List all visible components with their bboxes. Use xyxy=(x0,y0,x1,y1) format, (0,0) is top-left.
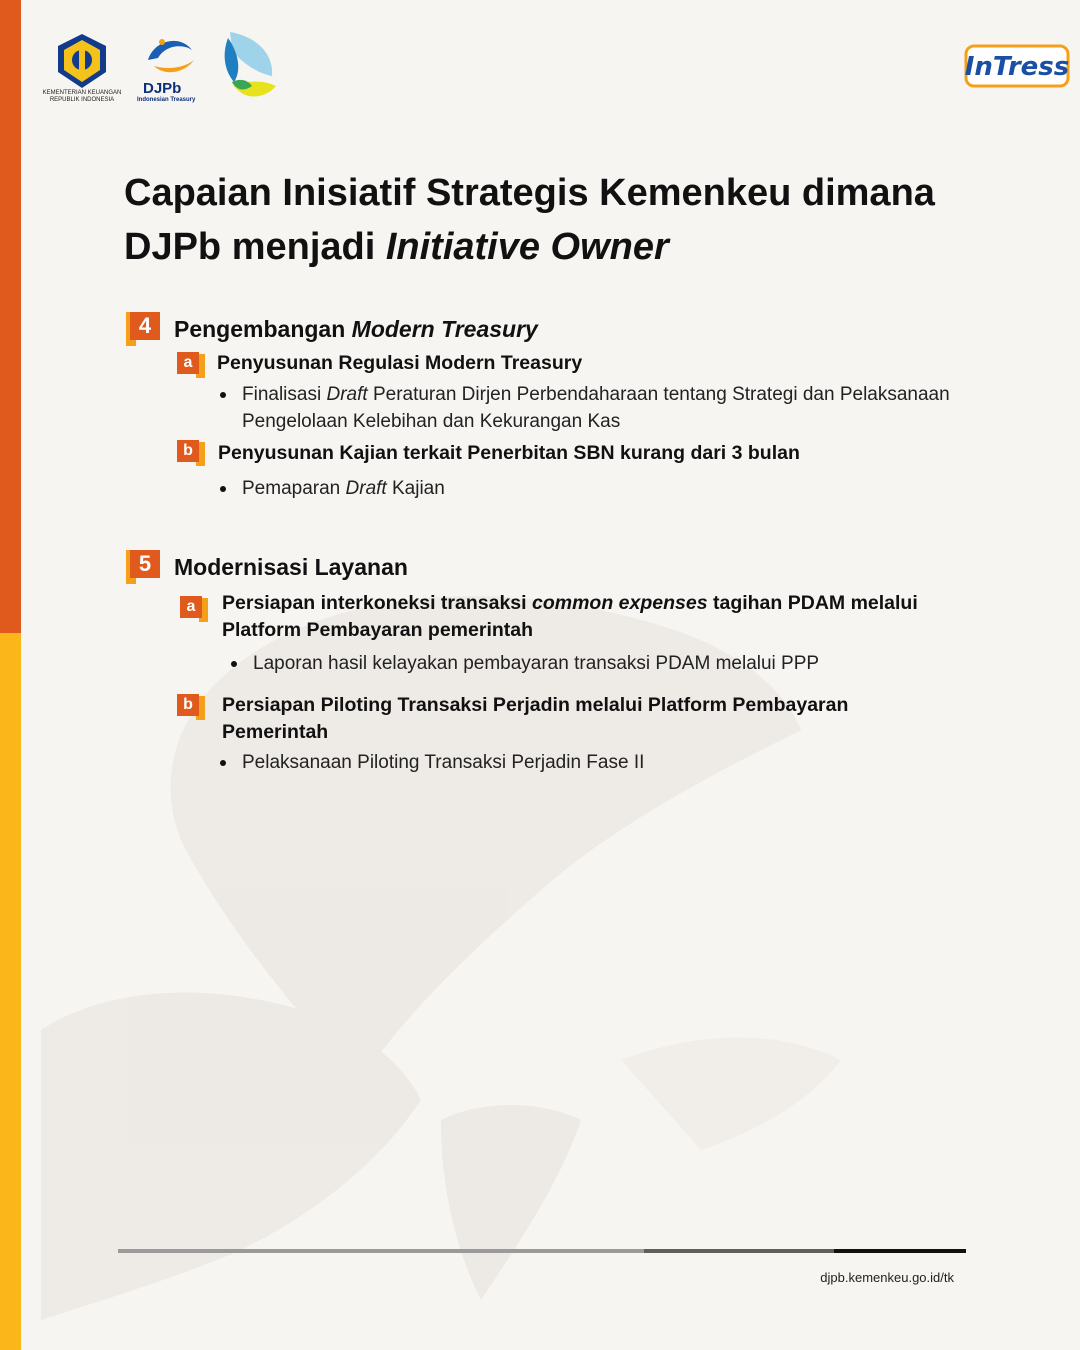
list-item xyxy=(242,749,962,776)
section-title: Modernisasi Layanan xyxy=(174,553,408,580)
intress-logo-text: InTress xyxy=(964,52,1070,82)
kemenkeu-label: KEMENTERIAN KEUANGAN REPUBLIK INDONESIA xyxy=(42,90,122,103)
bullet-text-rest: Kajian xyxy=(386,478,445,499)
item-letter: b xyxy=(177,694,199,716)
section-number: 5 xyxy=(130,550,160,578)
item-title-italic: common expenses xyxy=(531,592,708,614)
list-item xyxy=(242,475,962,502)
left-accent-bar-orange xyxy=(0,0,21,633)
djpb-name: DJPb xyxy=(143,80,182,97)
item-title-text: Persiapan interkoneksi transaksi xyxy=(222,592,532,614)
butterfly-logo-icon xyxy=(220,30,278,102)
page-title xyxy=(124,166,1024,274)
kemenkeu-logo-icon xyxy=(52,32,112,90)
butterfly-watermark-icon xyxy=(21,560,1021,1350)
title-line-2-italic: Initiative Owner xyxy=(385,226,669,268)
section-title-italic: Modern Treasury xyxy=(351,315,538,342)
item-letter-badge xyxy=(177,440,205,468)
item-title xyxy=(222,590,982,644)
bullet-text-italic: Draft xyxy=(326,384,368,405)
title-line-2: DJPb menjadi xyxy=(124,226,386,268)
item-letter: a xyxy=(177,352,199,374)
section-5-header xyxy=(126,550,408,584)
bullet-dot-icon xyxy=(220,760,226,766)
bullet-dot-icon xyxy=(220,392,226,398)
item-title: Persiapan Piloting Transaksi Perjadin melalui Platform Pembayaran Pemerintah xyxy=(222,694,849,743)
section-number-badge xyxy=(126,312,160,346)
item-letter-badge xyxy=(180,596,208,624)
intress-logo-icon xyxy=(964,42,1070,90)
djpb-logo-icon xyxy=(140,30,200,80)
bullet-dot-icon xyxy=(220,486,226,492)
title-line-1: Capaian Inisiatif Strategis Kemenkeu dimana xyxy=(124,172,935,214)
item-letter-badge xyxy=(177,352,205,380)
item-letter-badge xyxy=(177,694,205,722)
section-title xyxy=(174,316,538,343)
list-item xyxy=(242,381,962,435)
item-letter: b xyxy=(177,440,199,462)
item-title: Penyusunan Regulasi Modern Treasury xyxy=(217,352,583,374)
list-item xyxy=(253,650,973,677)
bullet-text: Pemaparan xyxy=(242,478,346,499)
bullet-text: Pelaksanaan Piloting Transaksi Perjadin Fase II xyxy=(242,752,645,773)
bullet-text: Laporan hasil kelayakan pembayaran transaksi PDAM melalui PPP xyxy=(253,653,820,674)
footer-divider xyxy=(118,1249,966,1253)
left-accent-bar-yellow xyxy=(0,633,21,1350)
section-4-header xyxy=(126,312,538,346)
bullet-dot-icon xyxy=(231,661,237,667)
djpb-subtitle: Indonesian Treasury xyxy=(137,97,196,103)
item-letter: a xyxy=(180,596,202,618)
section-number-badge xyxy=(126,550,160,584)
bullet-text-rest: Peraturan Dirjen Perbendaharaan tentang Strategi dan Pelaksanaan Pengelolaan Kelebihan dan Kekurangan Kas xyxy=(242,384,950,432)
section-number: 4 xyxy=(130,312,160,340)
bullet-text: Finalisasi xyxy=(242,384,327,405)
bullet-text-italic: Draft xyxy=(345,478,387,499)
footer-url[interactable]: djpb.kemenkeu.go.id/tk xyxy=(820,1270,954,1285)
section-title-regular: Pengembangan xyxy=(174,315,352,342)
item-title-rest: tagihan PDAM melalui Platform Pembayaran pemerintah xyxy=(222,592,918,641)
item-title: Penyusunan Kajian terkait Penerbitan SBN kurang dari 3 bulan xyxy=(218,442,800,464)
